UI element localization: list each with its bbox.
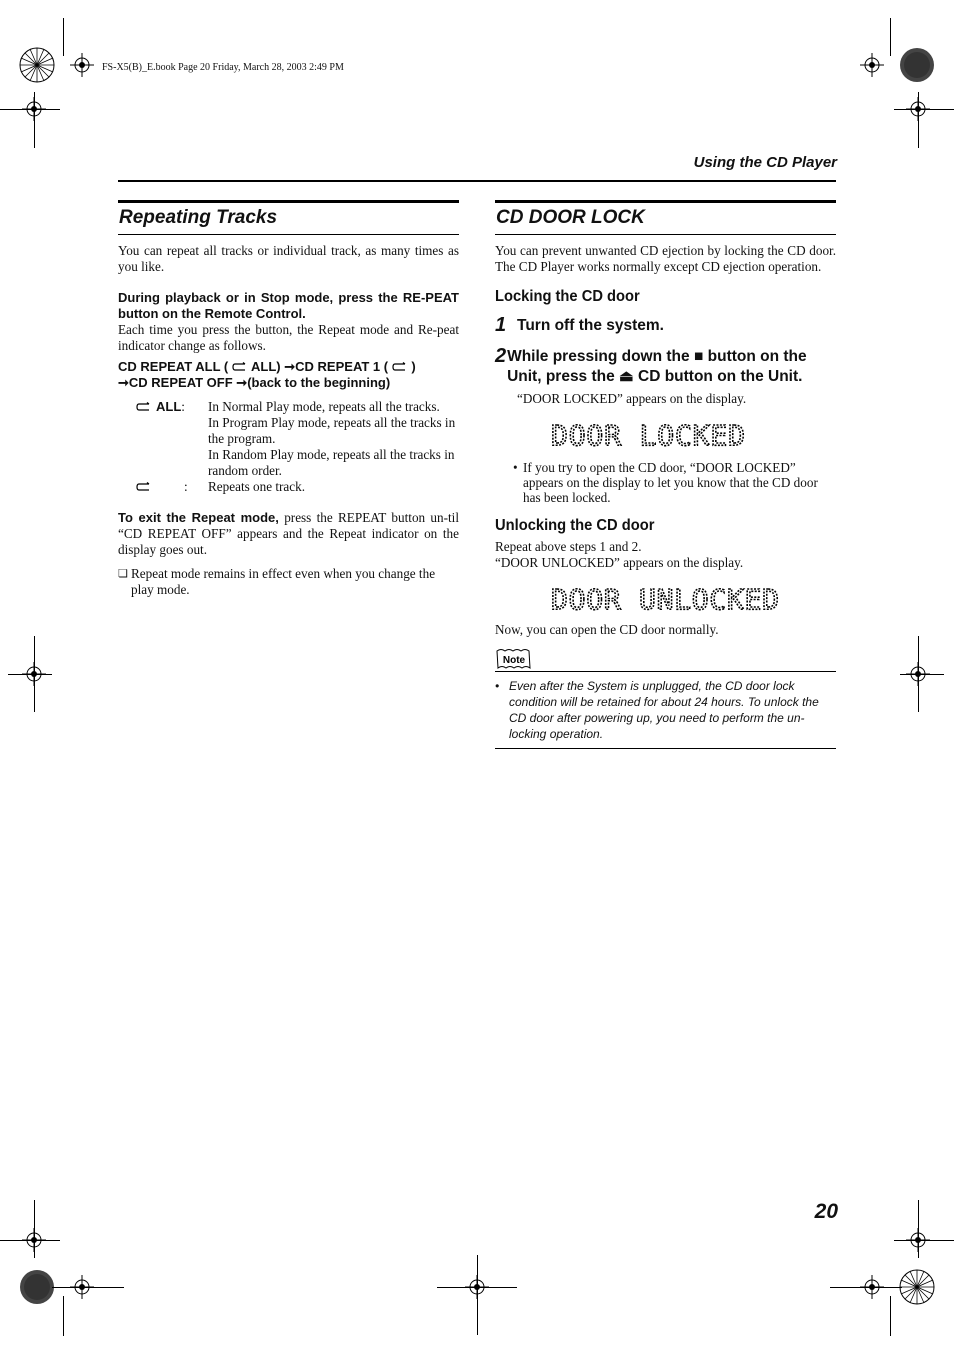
- section-title-cd-door-lock: CD DOOR LOCK: [495, 200, 836, 235]
- locking-heading: Locking the CD door: [495, 288, 640, 305]
- unlocking-heading: Unlocking the CD door: [495, 517, 655, 534]
- crop-line: [63, 18, 64, 56]
- registration-mark-top-right: [898, 46, 936, 84]
- crop-line: [34, 1200, 35, 1258]
- mode-description: [208, 399, 459, 479]
- step-text-part: While pressing down the: [507, 348, 694, 365]
- sequence-text: CD REPEAT ALL (: [118, 359, 229, 374]
- step-number: 1: [495, 314, 507, 336]
- note-icon: [495, 647, 533, 671]
- mode-row-one: [118, 479, 459, 495]
- mode-line: In Program Play mode, repeats all the tracks in the program.: [208, 415, 456, 446]
- arrow-icon: ➞: [118, 375, 129, 390]
- crop-line: [34, 636, 35, 712]
- mode-description: [208, 479, 459, 495]
- door-locked-bullet: [495, 460, 836, 505]
- step-1: [495, 316, 836, 336]
- step-text-part: CD button on the Unit.: [633, 368, 803, 385]
- sequence-text: ): [411, 359, 416, 374]
- step-text: [507, 347, 836, 387]
- mode-line: In Random Play mode, repeats all the tracks in random order.: [208, 447, 455, 478]
- exit-repeat-bold: To exit the Repeat mode,: [118, 510, 279, 525]
- repeat-note: [118, 566, 459, 598]
- left-column: [118, 200, 459, 598]
- page-number: 20: [814, 1200, 838, 1223]
- note-text: Even after the System is unplugged, the CD door lock condition will be retained for about 24 hours. To unlock the CD door after powering up, you need to perform the un-locking operation.: [509, 679, 819, 741]
- crop-line: [52, 1287, 124, 1288]
- mode-key-label: ALL: [156, 399, 182, 414]
- registration-mark-bottom-left: [18, 1268, 56, 1306]
- arrow-icon: ➞: [236, 375, 248, 390]
- crop-line: [890, 1296, 891, 1336]
- note-block: [495, 646, 836, 749]
- repeat-icon: [136, 402, 152, 412]
- repeat-icon: [232, 362, 248, 372]
- lcd-unlocked-label: DOOR UNLOCKED: [551, 585, 779, 615]
- sequence-text: ALL): [251, 359, 285, 374]
- checkbox-icon: ❏: [118, 568, 128, 580]
- crop-line: [63, 1296, 64, 1336]
- bullet-text: If you try to open the CD door, “DOOR LOCKED” appears on the display to let you know that the CD door has been locked.: [523, 460, 818, 505]
- mode-key: [118, 399, 208, 479]
- crop-line: [0, 109, 60, 110]
- crop-line: [918, 1200, 919, 1258]
- lcd-text-locked: [551, 421, 751, 451]
- unlock-step: Repeat above steps 1 and 2.: [495, 539, 642, 554]
- crop-line: [830, 1287, 902, 1288]
- lcd-locked-label: DOOR LOCKED: [551, 421, 745, 451]
- repeat-mode-table: [118, 399, 459, 495]
- mode-separator: :: [184, 479, 188, 494]
- repeat-note-text: Repeat mode remains in effect even when you change the play mode.: [131, 566, 436, 597]
- file-info: FS-X5(B)_E.book Page 20 Friday, March 28, 2003 2:49 PM: [102, 62, 344, 73]
- now-open-text: Now, you can open the CD door normally.: [495, 622, 719, 637]
- right-column: [495, 200, 836, 749]
- repeat-icon: [392, 362, 408, 372]
- step-2: [495, 347, 836, 387]
- exit-repeat-text: [118, 510, 459, 558]
- crosshair-mark: [70, 53, 94, 77]
- door-locked-message: “DOOR LOCKED” appears on the display.: [517, 391, 747, 406]
- crop-line: [477, 1255, 478, 1335]
- door-lock-intro: You can prevent unwanted CD ejection by locking the CD door. The CD Player works normally except CD ejection operation.: [495, 243, 836, 274]
- repeat-icon: [136, 482, 152, 492]
- section-title-repeating-tracks: Repeating Tracks: [118, 200, 459, 235]
- running-head: Using the CD Player: [693, 154, 837, 171]
- mode-line: Repeats one track.: [208, 479, 306, 494]
- crop-line: [8, 674, 52, 675]
- note-content: [495, 672, 836, 742]
- crop-line: [0, 1240, 60, 1241]
- registration-mark-top-left: [18, 46, 56, 84]
- mode-row-all: [118, 399, 459, 479]
- door-unlocked-message: “DOOR UNLOCKED” appears on the display.: [495, 555, 744, 570]
- crop-line: [918, 92, 919, 148]
- crop-line: [34, 92, 35, 148]
- note-label: Note: [502, 655, 526, 666]
- bullet-icon: •: [513, 460, 518, 475]
- mode-key: [118, 479, 208, 495]
- sequence-text: CD REPEAT 1 (: [295, 359, 389, 374]
- crosshair-mark: [860, 53, 884, 77]
- lcd-text-unlocked: [551, 585, 791, 615]
- bullet-icon: •: [495, 679, 500, 693]
- crop-line: [437, 1287, 517, 1288]
- eject-icon: ⏏: [619, 368, 634, 385]
- registration-mark-bottom-right: [898, 1268, 936, 1306]
- repeat-intro: You can repeat all tracks or individual track, as many times as you like.: [118, 243, 459, 274]
- header-rule: [118, 180, 836, 182]
- stop-icon: ■: [693, 348, 704, 365]
- mode-line: In Normal Play mode, repeats all the tracks.: [208, 399, 440, 414]
- sequence-text: (back to the beginning): [247, 375, 391, 390]
- lcd-display-locked: [495, 421, 836, 456]
- crop-line: [900, 674, 944, 675]
- sequence-text: CD REPEAT OFF: [128, 375, 237, 390]
- arrow-icon: ➞: [284, 359, 296, 374]
- crop-line: [894, 109, 954, 110]
- crop-line: [890, 18, 891, 56]
- crop-line: [918, 636, 919, 712]
- mode-separator: :: [181, 399, 185, 414]
- lcd-display-unlocked: [495, 585, 836, 620]
- repeat-instruction: During playback or in Stop mode, press the RE-PEAT button on the Remote Control.: [118, 290, 459, 321]
- crop-line: [894, 1240, 954, 1241]
- step-text-part: button on the Unit, press the: [507, 348, 807, 385]
- step-text: Turn off the system.: [517, 317, 664, 334]
- exit-repeat-body: press the REPEAT button un-til “CD REPEAT OFF” appears and the Repeat indicator on the display goes out.: [118, 510, 459, 557]
- step-number: 2: [495, 345, 507, 367]
- repeat-instruction-body: Each time you press the button, the Repeat mode and Re-peat indicator change as follows.: [118, 322, 459, 353]
- repeat-sequence: [118, 359, 459, 391]
- note-header: [495, 646, 836, 672]
